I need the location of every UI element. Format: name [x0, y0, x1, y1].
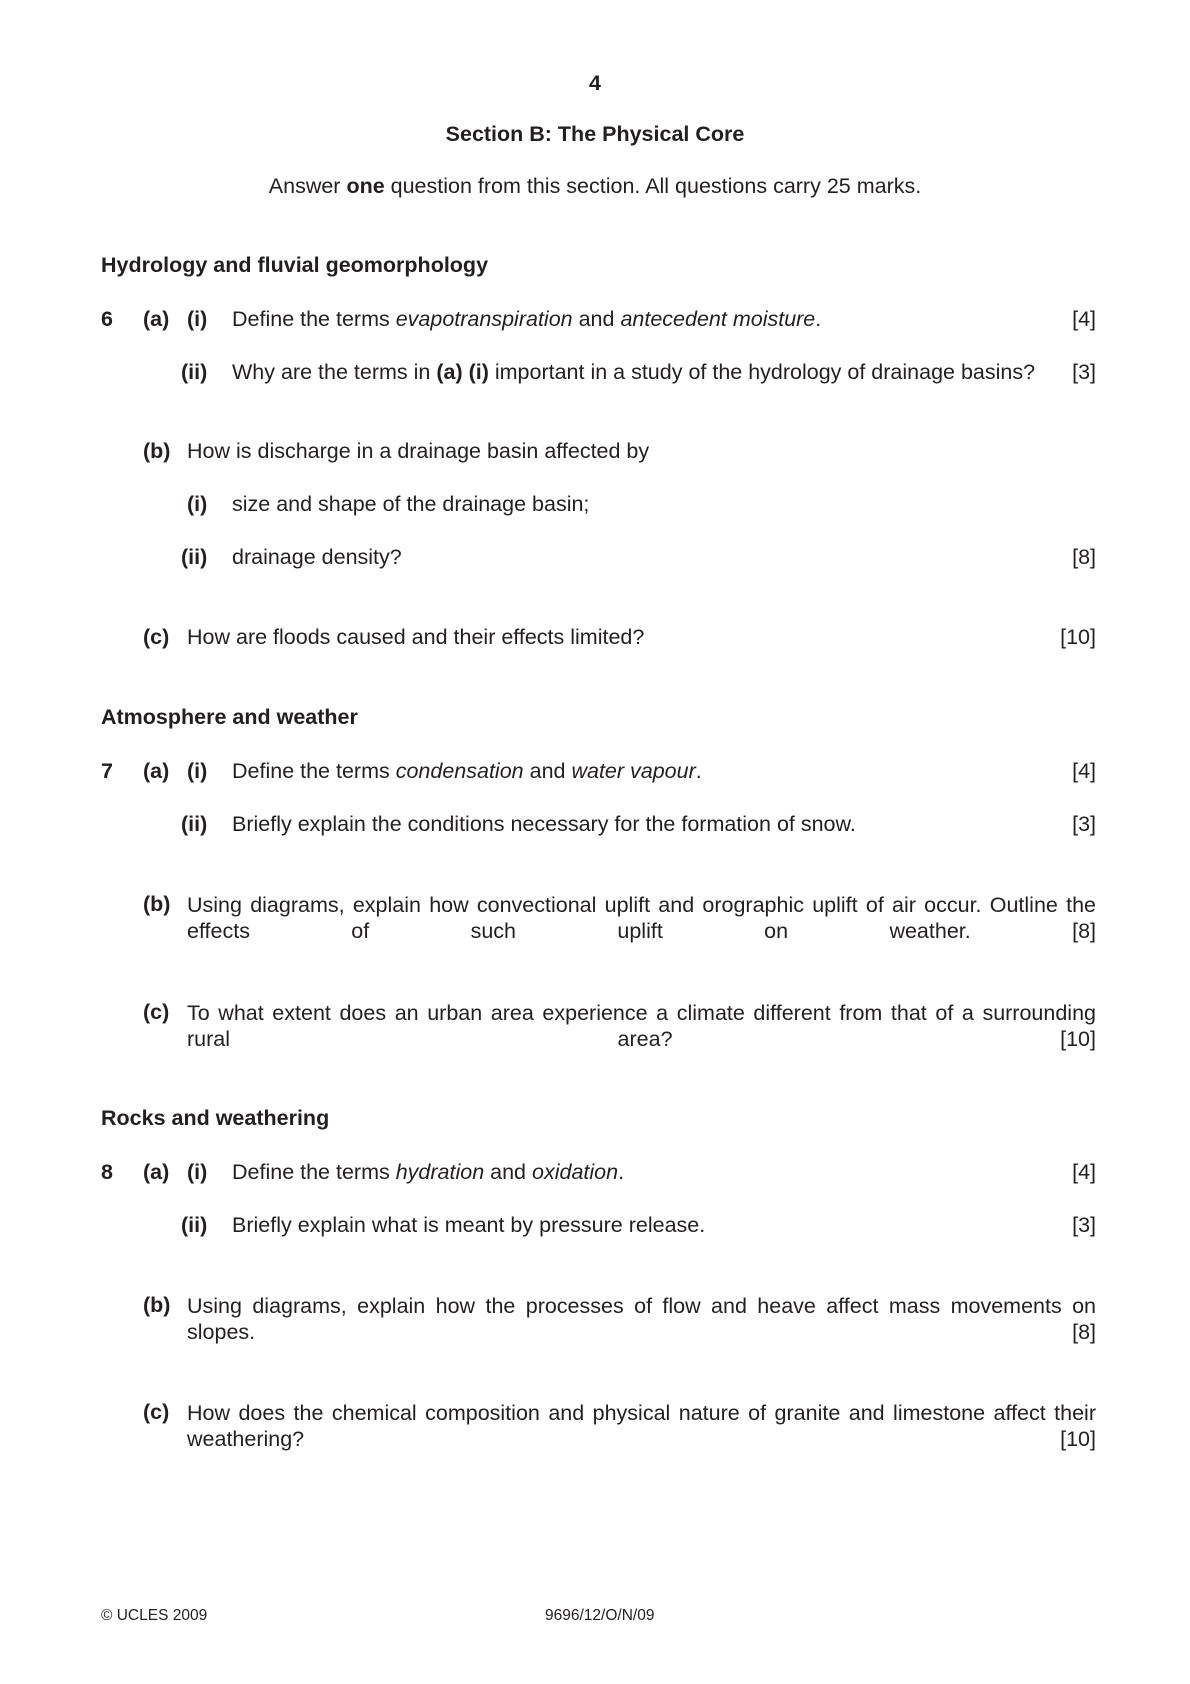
footer-paper-code: 9696/12/O/N/09	[545, 1607, 655, 1624]
question-text-7b	[187, 892, 1096, 944]
question-text-8c	[187, 1400, 1096, 1452]
part-label-6b: (b)	[143, 439, 171, 463]
marks-8b: [8]	[1072, 1320, 1096, 1344]
marks-7c: [10]	[1060, 1027, 1096, 1051]
marks-8c: [10]	[1060, 1427, 1096, 1451]
question-number-8: 8	[101, 1160, 113, 1184]
question-text-8c-line2: weathering? [10]	[187, 1427, 1096, 1451]
question-text-6ai: Define the terms evapotranspiration and antecedent moisture.	[232, 307, 822, 331]
question-text-7c-line1: To what extent does an urban area experience a climate different from that of a surrounding	[187, 1001, 1096, 1025]
subpart-label-6aii: (ii)	[181, 360, 208, 384]
subpart-label-6ai: (i)	[187, 307, 208, 331]
part-label-8a: (a)	[143, 1160, 170, 1184]
marks-6aii: [3]	[1072, 360, 1096, 384]
subpart-label-6bii: (ii)	[181, 545, 208, 569]
marks-8aii: [3]	[1072, 1213, 1096, 1237]
question-text-8b-line2: slopes. [8]	[187, 1320, 1096, 1344]
part-label-6c: (c)	[143, 625, 170, 649]
marks-6b: [8]	[1072, 545, 1096, 569]
marks-7aii: [3]	[1072, 812, 1096, 836]
question-text-8b-line1: Using diagrams, explain how the processes of flow and heave affect mass movements on	[187, 1294, 1096, 1318]
topic-heading-hydrology: Hydrology and fluvial geomorphology	[101, 253, 489, 277]
part-label-7c: (c)	[143, 1000, 170, 1024]
marks-8ai: [4]	[1072, 1160, 1096, 1184]
question-text-7c-line2: rural area? [10]	[187, 1027, 1096, 1051]
question-text-7c	[187, 1000, 1096, 1052]
part-label-7b: (b)	[143, 892, 171, 916]
question-text-6bii: drainage density?	[232, 545, 402, 569]
section-title: Section B: The Physical Core	[445, 122, 745, 146]
page-number: 4	[589, 71, 601, 95]
footer-copyright: © UCLES 2009	[101, 1607, 208, 1624]
marks-7ai: [4]	[1072, 759, 1096, 783]
part-label-8b: (b)	[143, 1293, 171, 1317]
question-text-8b	[187, 1293, 1096, 1345]
part-label-8c: (c)	[143, 1400, 170, 1424]
question-text-8aii: Briefly explain what is meant by pressure release.	[232, 1213, 706, 1237]
question-text-6c: How are floods caused and their effects limited?	[187, 625, 645, 649]
part-label-6a: (a)	[143, 307, 170, 331]
question-text-7b-line2: effects of such uplift on weather. [8]	[187, 919, 1096, 943]
question-number-7: 7	[101, 759, 113, 783]
question-text-7b-line1: Using diagrams, explain how convectional uplift and orographic uplift of air occur. Outline the	[187, 893, 1096, 917]
question-text-7ai: Define the terms condensation and water vapour.	[232, 759, 702, 783]
question-text-6bi: size and shape of the drainage basin;	[232, 492, 590, 516]
subpart-label-8aii: (ii)	[181, 1213, 208, 1237]
subpart-label-8ai: (i)	[187, 1160, 208, 1184]
subpart-label-7aii: (ii)	[181, 812, 208, 836]
subpart-label-6bi: (i)	[187, 492, 208, 516]
marks-7b: [8]	[1072, 919, 1096, 943]
question-number-6: 6	[101, 307, 113, 331]
question-text-6aii: Why are the terms in (a) (i) important in a study of the hydrology of drainage basins?	[232, 360, 1036, 384]
section-instruction: Answer one question from this section. All questions carry 25 marks.	[268, 174, 922, 198]
question-text-8c-line1: How does the chemical composition and physical nature of granite and limestone affect their	[187, 1401, 1096, 1425]
question-text-8ai: Define the terms hydration and oxidation.	[232, 1160, 625, 1184]
question-text-6b: How is discharge in a drainage basin affected by	[187, 439, 650, 463]
marks-6ai: [4]	[1072, 307, 1096, 331]
part-label-7a: (a)	[143, 759, 170, 783]
marks-6c: [10]	[1060, 625, 1096, 649]
question-text-7aii: Briefly explain the conditions necessary for the formation of snow.	[232, 812, 856, 836]
topic-heading-atmosphere: Atmosphere and weather	[101, 705, 358, 729]
subpart-label-7ai: (i)	[187, 759, 208, 783]
topic-heading-rocks: Rocks and weathering	[101, 1106, 330, 1130]
